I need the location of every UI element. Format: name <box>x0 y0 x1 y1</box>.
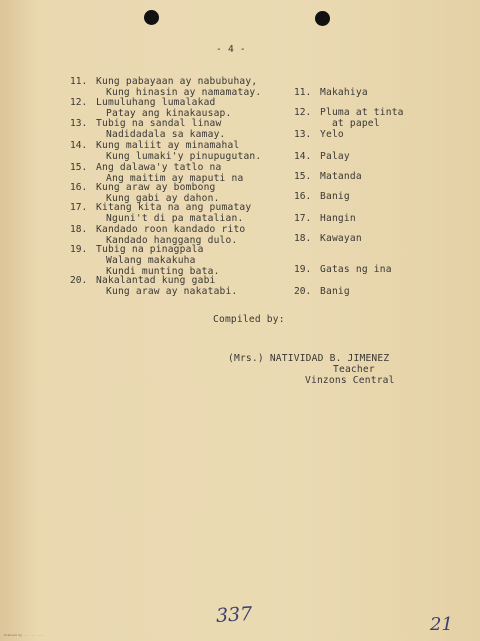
riddle-number: 20. <box>70 275 88 286</box>
handwritten-number-337: 337 <box>215 603 253 627</box>
riddle-line: Kung maliit ay minamahal <box>96 140 240 151</box>
answer-number: 17. <box>294 213 312 224</box>
riddle-line: Walang makakuha <box>106 255 196 266</box>
answer-number: 19. <box>294 264 312 275</box>
riddle-number: 17. <box>70 202 88 213</box>
riddle-number: 16. <box>70 182 88 193</box>
riddle-line: Ang dalawa'y tatlo na <box>96 162 222 173</box>
answer-number: 15. <box>294 171 312 182</box>
answer-number: 13. <box>294 129 312 140</box>
answer-number: 11. <box>294 87 312 98</box>
answer-line: Pluma at tinta <box>320 107 404 118</box>
handwritten-number-21: 21 <box>430 614 453 635</box>
riddle-line: Kandado hanggang dulo. <box>106 235 238 246</box>
riddle-line: Ang maitim ay maputi na <box>106 173 244 184</box>
footer-scan-note: Scanned by ... ... ... <box>4 633 44 637</box>
riddle-line: Nguni't di pa matalian. <box>106 213 244 224</box>
punch-hole-right <box>315 11 330 26</box>
riddle-number: 12. <box>70 97 88 108</box>
answer-line: Yelo <box>320 129 344 140</box>
riddle-line: Kung lumaki'y pinupugutan. <box>106 151 262 162</box>
answer-line: Makahiya <box>320 87 368 98</box>
riddle-line: Kung pabayaan ay nabubuhay, <box>96 76 258 87</box>
page-number: - 4 - <box>216 44 246 55</box>
answer-line: Palay <box>320 151 350 162</box>
riddle-line: Patay ang kinakausap. <box>106 108 232 119</box>
answer-number: 16. <box>294 191 312 202</box>
riddle-line: Kandado roon kandado rito <box>96 224 246 235</box>
riddle-line: Kitang kita na ang pumatay <box>96 202 252 213</box>
answer-number: 18. <box>294 233 312 244</box>
answer-line: Gatas ng ina <box>320 264 392 275</box>
riddle-number: 15. <box>70 162 88 173</box>
answer-line: Matanda <box>320 171 362 182</box>
answer-line: Banig <box>320 191 350 202</box>
riddle-number: 13. <box>70 118 88 129</box>
answer-line: Hangin <box>320 213 356 224</box>
riddle-number: 14. <box>70 140 88 151</box>
compiled-by-label: Compiled by: <box>213 314 285 325</box>
answer-line: at papel <box>320 118 380 129</box>
author-title: Teacher <box>333 364 375 375</box>
answer-line: Kawayan <box>320 233 362 244</box>
answer-line: Banig <box>320 286 350 297</box>
riddle-line: Kundi munting bata. <box>106 266 220 277</box>
riddle-line: Kung araw ay nakatabi. <box>106 286 238 297</box>
riddle-line: Kung araw ay bombong <box>96 182 216 193</box>
riddle-number: 18. <box>70 224 88 235</box>
riddle-line: Kung gabi ay dahon. <box>106 193 220 204</box>
punch-hole-left <box>144 10 159 25</box>
riddle-line: Nadidadala sa kamay. <box>106 129 226 140</box>
riddle-number: 19. <box>70 244 88 255</box>
answer-number: 12. <box>294 107 312 118</box>
riddle-line: Tubig na sandal linaw <box>96 118 222 129</box>
riddle-line: Lumuluhang lumalakad <box>96 97 216 108</box>
riddle-line: Kung hinasin ay namamatay. <box>106 87 262 98</box>
riddle-line: Tubig na pinagpala <box>96 244 204 255</box>
author-name: (Mrs.) NATIVIDAD B. JIMENEZ <box>228 353 390 364</box>
answer-number: 20. <box>294 286 312 297</box>
author-school: Vinzons Central <box>305 375 395 386</box>
riddle-number: 11. <box>70 76 88 87</box>
answer-number: 14. <box>294 151 312 162</box>
riddle-line: Nakalantad kung gabi <box>96 275 216 286</box>
